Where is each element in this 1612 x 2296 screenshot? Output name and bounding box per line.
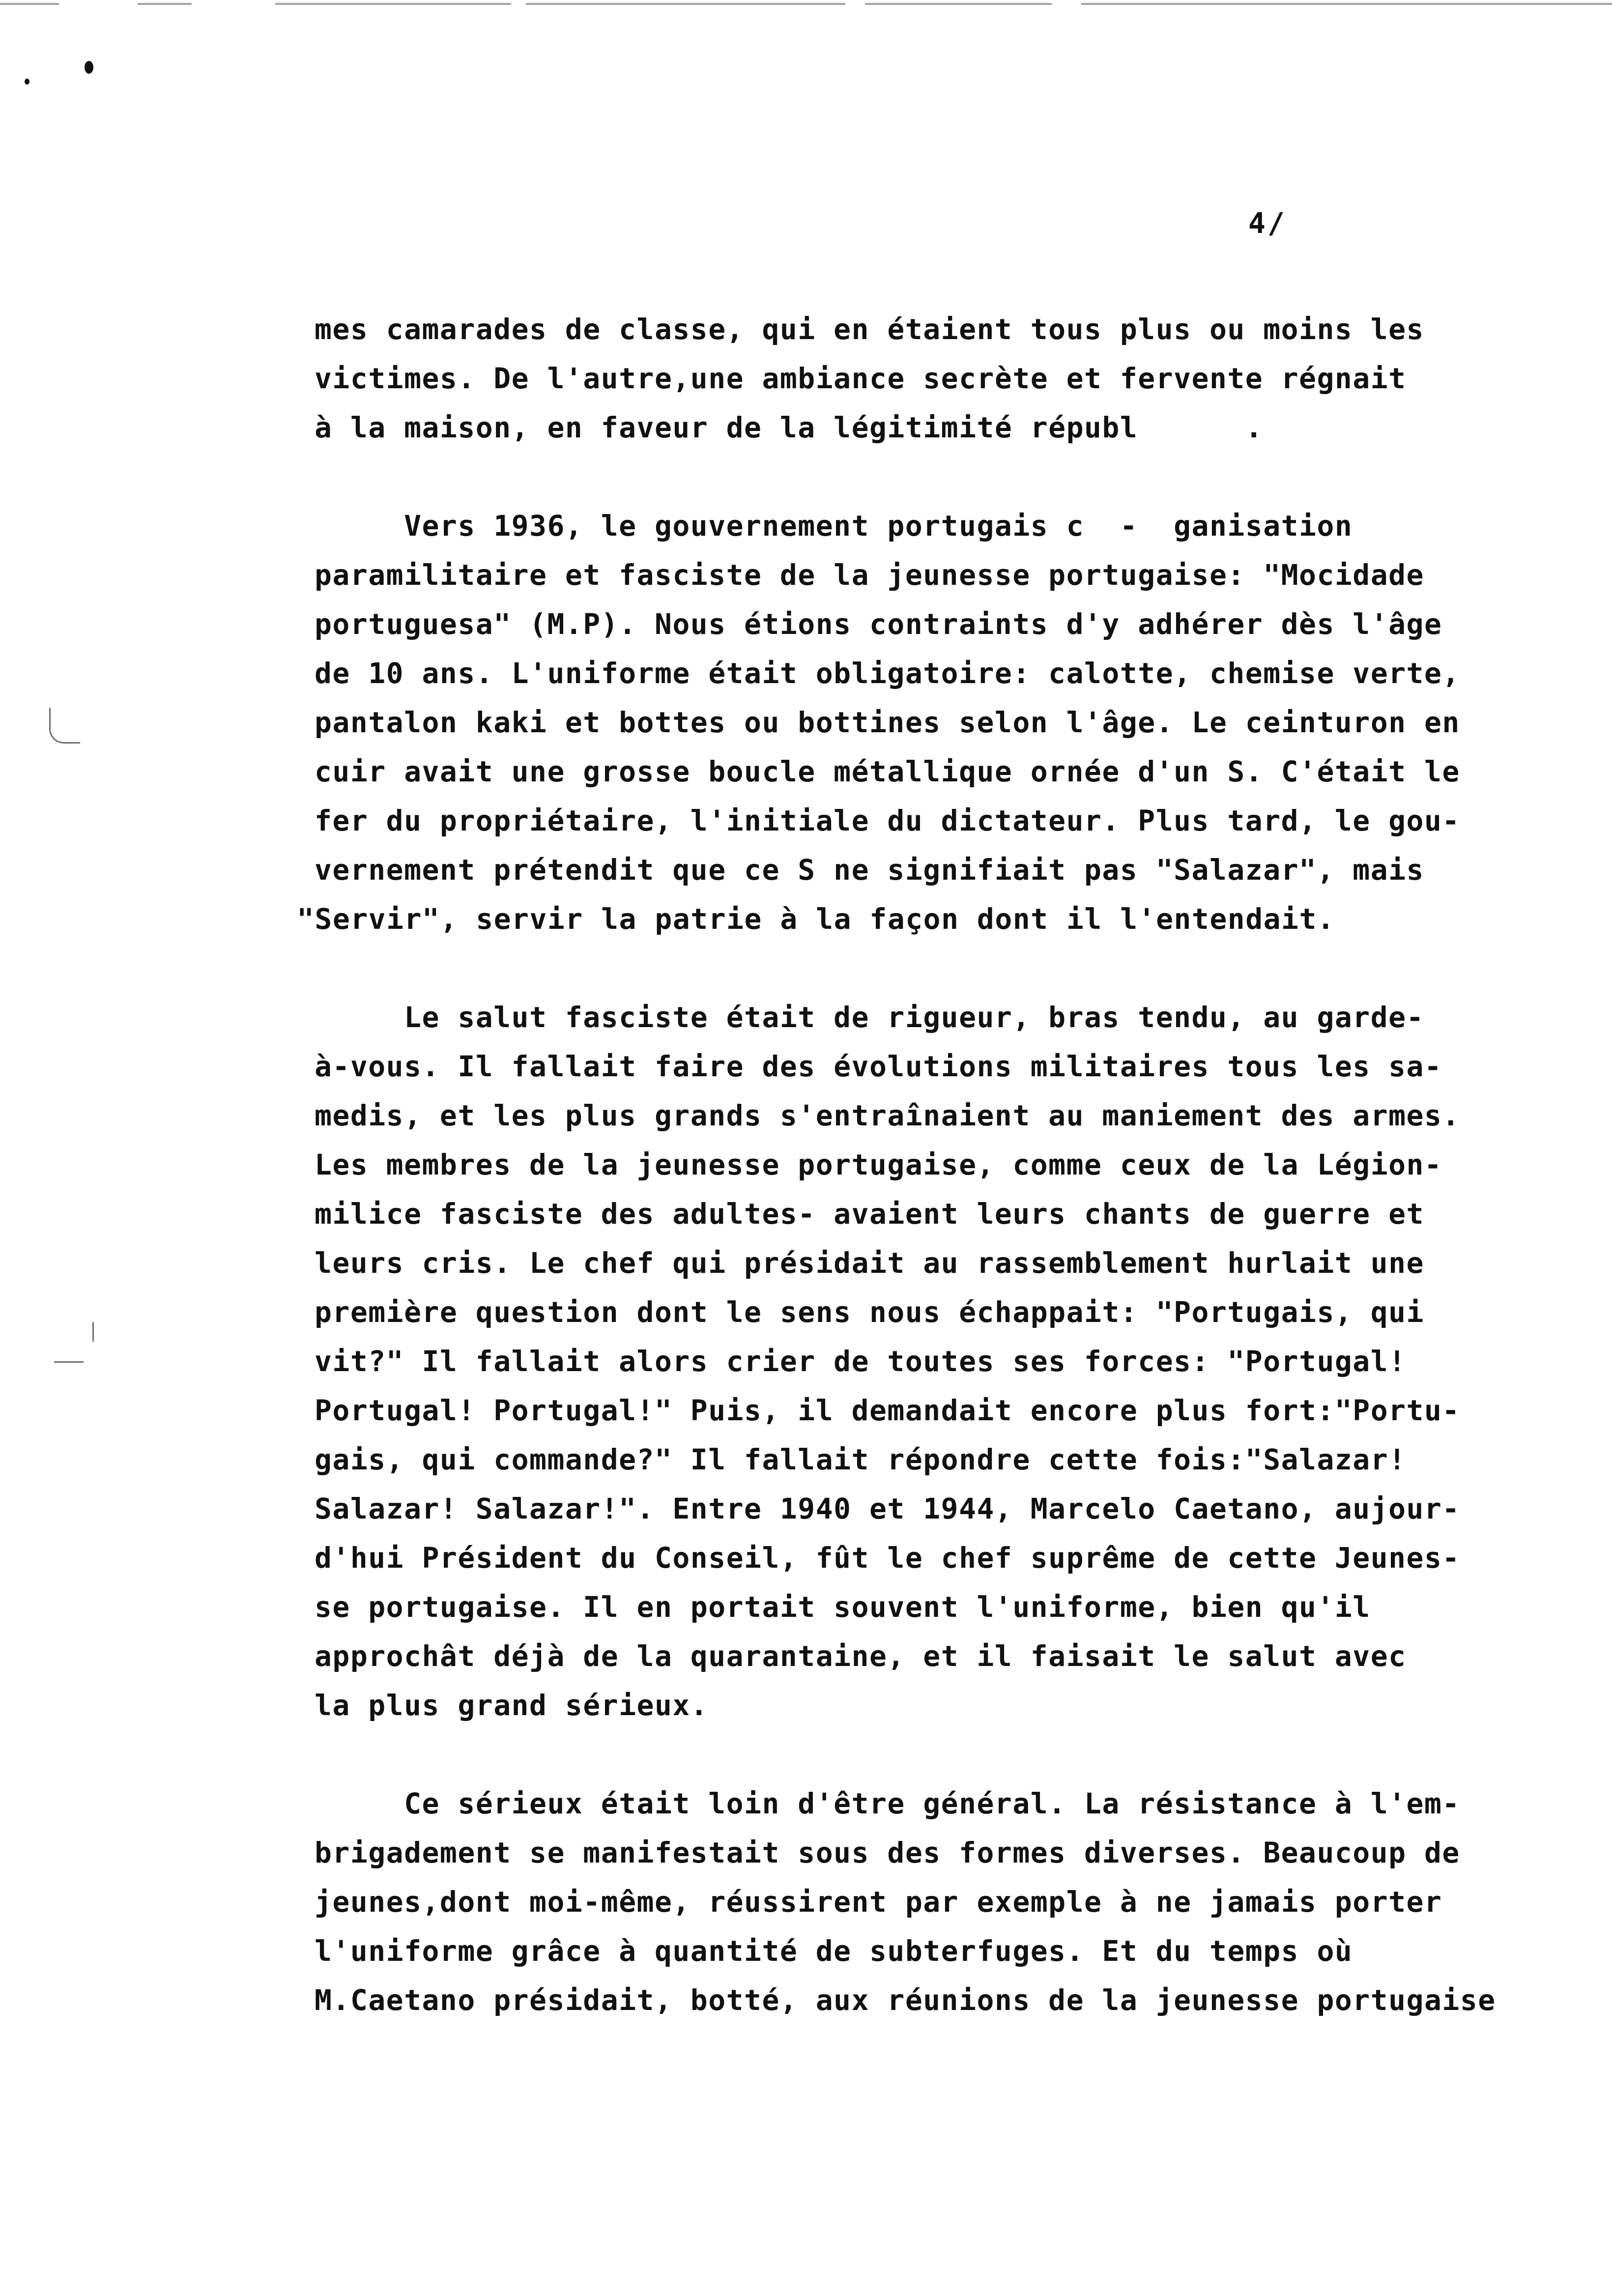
text-line: approchât déjà de la quarantaine, et il faisait le salut avec [315, 1639, 1407, 1673]
text-line: M.Caetano présidait, botté, aux réunions de la jeunesse portugaise [315, 1983, 1496, 2017]
text-line: se portugaise. Il en portait souvent l'uniforme, bien qu'il [315, 1590, 1371, 1624]
text-line: à-vous. Il fallait faire des évolutions militaires tous les sa- [315, 1050, 1442, 1083]
margin-mark [88, 1322, 94, 1342]
text-line: Les membres de la jeunesse portugaise, comme ceux de la Légion- [315, 1148, 1442, 1181]
text-line: leurs cris. Le chef qui présidait au rassemblement hurlait une [315, 1246, 1424, 1280]
text-line: d'hui Président du Conseil, fût le chef suprême de cette Jeunes- [315, 1541, 1460, 1575]
text-line: jeunes,dont moi-même, réussirent par exemple à ne jamais porter [315, 1885, 1442, 1919]
scan-rule [275, 3, 511, 5]
page-number: 4/ [1248, 206, 1287, 240]
body-text [297, 305, 1612, 2025]
paragraph [297, 501, 1612, 944]
paragraph [315, 1779, 1612, 2025]
text-line: Vers 1936, le gouvernement portugais c - ganisation [315, 509, 1353, 543]
text-line: la plus grand sérieux. [315, 1689, 709, 1722]
text-line: Portugal! Portugal!" Puis, il demandait encore plus fort:"Portu- [315, 1394, 1460, 1427]
scan-rule [0, 3, 59, 5]
text-line: de 10 ans. L'uniforme était obligatoire: calotte, chemise verte, [315, 657, 1460, 690]
text-line: paramilitaire et fasciste de la jeunesse portugaise: "Mocidade [315, 558, 1424, 592]
text-line: milice fasciste des adultes- avaient leurs chants de guerre et [315, 1197, 1424, 1231]
margin-mark [54, 1327, 84, 1363]
text-line: Le salut fasciste était de rigueur, bras tendu, au garde- [315, 1001, 1424, 1034]
text-line: Ce sérieux était loin d'être général. La résistance à l'em- [315, 1787, 1460, 1820]
text-line: victimes. De l'autre,une ambiance secrète et fervente régnait [315, 362, 1407, 395]
paragraph-gap [315, 452, 1612, 501]
text-line: brigadement se manifestait sous des formes diverses. Beaucoup de [315, 1836, 1460, 1869]
text-line: gais, qui commande?" Il fallait répondre cette fois:"Salazar! [315, 1443, 1407, 1476]
text-line: cuir avait une grosse boucle métallique ornée d'un S. C'était le [315, 755, 1460, 788]
text-line: pantalon kaki et bottes ou bottines selon l'âge. Le ceinturon en [315, 706, 1460, 739]
text-line: portuguesa" (M.P). Nous étions contraints d'y adhérer dès l'âge [315, 607, 1442, 641]
paragraph [315, 993, 1612, 1730]
text-line: fer du propriétaire, l'initiale du dictateur. Plus tard, le gou- [315, 804, 1460, 837]
text-line: à la maison, en faveur de la légitimité républ . [315, 411, 1264, 444]
text-line: mes camarades de classe, qui en étaient tous plus ou moins les [315, 313, 1424, 346]
scan-rule [865, 3, 1052, 5]
scan-rule [1081, 3, 1612, 5]
scan-rule [526, 3, 845, 5]
text-line: "Servir", servir la patrie à la façon dont il l'entendait. [297, 902, 1335, 936]
text-line: Salazar! Salazar!". Entre 1940 et 1944, Marcelo Caetano, aujour- [315, 1492, 1460, 1525]
scan-speck [25, 79, 29, 85]
text-line: medis, et les plus grands s'entraînaient au maniement des armes. [315, 1099, 1460, 1132]
paragraph-gap [315, 944, 1612, 993]
paragraph-gap [315, 1730, 1612, 1779]
scan-rule [138, 3, 192, 5]
text-line: vernement prétendit que ce S ne signifiait pas "Salazar", mais [315, 853, 1424, 887]
margin-mark [49, 708, 80, 744]
text-line: première question dont le sens nous échappait: "Portugais, qui [315, 1295, 1424, 1329]
paragraph [315, 305, 1612, 452]
text-line: l'uniforme grâce à quantité de subterfuges. Et du temps où [315, 1934, 1353, 1968]
scan-speck [85, 61, 93, 74]
text-line: vit?" Il fallait alors crier de toutes ses forces: "Portugal! [315, 1345, 1407, 1378]
